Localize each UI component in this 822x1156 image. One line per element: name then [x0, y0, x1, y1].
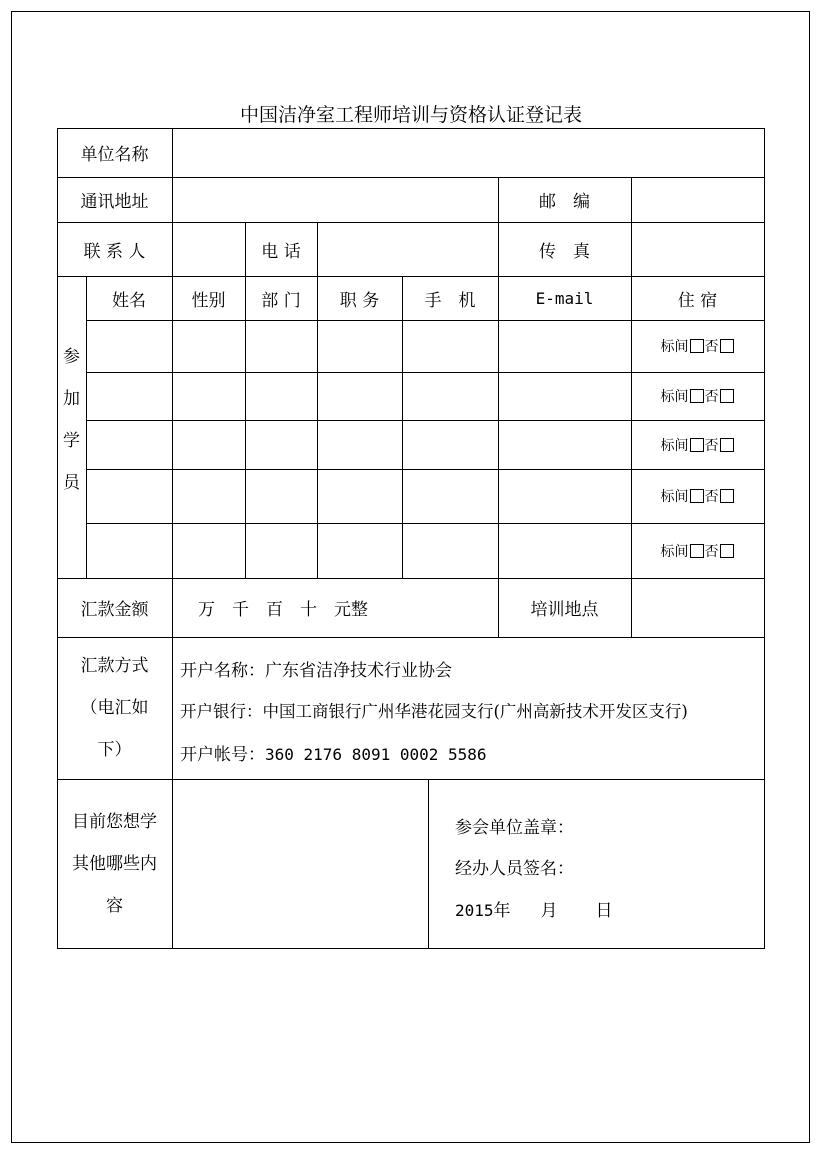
standard-room-checkbox[interactable] [690, 339, 704, 353]
participants-char: 参 [63, 347, 80, 367]
bank-name: 开户银行：中国工商银行广州华港花园支行(广州高新技术开发区支行) [180, 702, 688, 721]
standard-room-checkbox[interactable] [690, 544, 704, 558]
col-line [498, 276, 499, 579]
col-line [245, 276, 246, 579]
col-header-gender: 性别 [191, 290, 226, 311]
no-room-checkbox[interactable] [720, 438, 734, 452]
other-topics-field[interactable] [172, 779, 428, 948]
col-header-email: E-mail [535, 288, 594, 308]
col-header-position: 职 务 [339, 290, 380, 311]
no-room-checkbox[interactable] [720, 389, 734, 403]
stamp-label: 参会单位盖章： [455, 818, 574, 838]
address-label: 通讯地址 [80, 192, 149, 212]
participants-char: 学 [63, 431, 80, 451]
fax-label: 传 真 [539, 241, 590, 262]
signer-label: 经办人员签名： [455, 859, 574, 879]
participants-label [57, 320, 86, 520]
remit-amount-field[interactable]: 万 千 百 十 元整 [198, 600, 368, 620]
col-header-department: 部 门 [261, 290, 301, 311]
col-header-mobile: 手 机 [424, 290, 476, 311]
date-line: 2015年 月 日 [455, 901, 613, 921]
phone-label: 电 话 [261, 241, 301, 262]
col-header-accommodation: 住 宿 [677, 290, 718, 311]
no-room-checkbox[interactable] [720, 489, 734, 503]
standard-room-checkbox[interactable] [690, 489, 704, 503]
postcode-label: 邮 编 [539, 192, 590, 212]
postcode-field[interactable] [631, 177, 764, 222]
account-number: 开户帐号：360 2176 8091 0002 5586 [180, 745, 487, 765]
accommodation-option: 标间 否 [631, 372, 764, 420]
accommodation-option: 标间 否 [631, 523, 764, 578]
contact-label: 联 系 人 [83, 241, 146, 262]
accommodation-option: 标间 否 [631, 420, 764, 469]
no-room-checkbox[interactable] [720, 339, 734, 353]
contact-field[interactable] [172, 222, 245, 276]
table-border-right [764, 128, 765, 949]
phone-field[interactable] [317, 222, 498, 276]
accommodation-option: 标间 否 [631, 469, 764, 523]
remit-amount-label: 汇款金额 [80, 600, 149, 620]
form-title: 中国洁净室工程师培训与资格认证登记表 [239, 104, 582, 126]
account-name: 开户名称：广东省洁净技术行业协会 [180, 661, 452, 681]
table-border-bottom [57, 948, 765, 949]
participants-char: 加 [63, 389, 80, 409]
standard-room-checkbox[interactable] [690, 389, 704, 403]
participants-char: 员 [63, 473, 80, 493]
fax-field[interactable] [631, 222, 764, 276]
standard-room-checkbox[interactable] [690, 438, 704, 452]
col-line [172, 276, 173, 579]
other-topics-label: 目前您想学 其他哪些内 容 [72, 811, 157, 916]
col-header-name: 姓名 [112, 290, 146, 311]
accommodation-option: 标间 否 [631, 320, 764, 372]
col-line [402, 276, 403, 579]
no-room-checkbox[interactable] [720, 544, 734, 558]
remit-method-label: 汇款方式 （电汇如 下） [80, 656, 149, 760]
training-place-label: 培训地点 [530, 600, 599, 620]
col-line [317, 276, 318, 579]
unit-name-label: 单位名称 [80, 145, 149, 165]
col-line [86, 276, 87, 579]
training-place-field[interactable] [631, 578, 764, 637]
address-field[interactable] [172, 177, 498, 222]
unit-name-field[interactable] [172, 128, 764, 177]
col-line [428, 779, 429, 949]
year-value: 2015 [455, 901, 494, 920]
